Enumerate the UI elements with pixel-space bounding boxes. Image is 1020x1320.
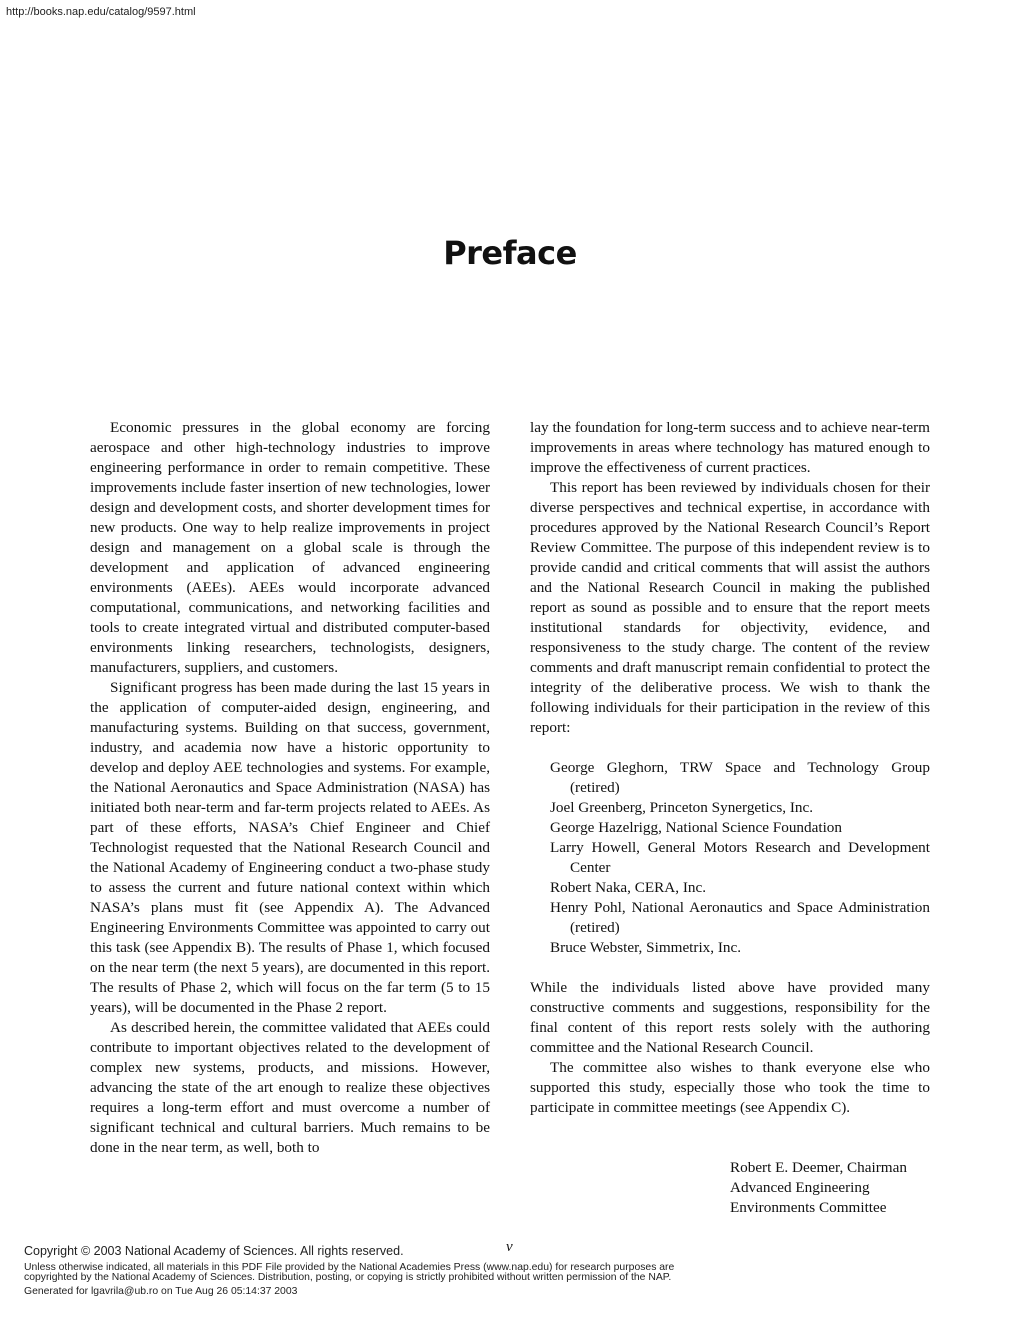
generated-note: Generated for lgavrila@ub.ro on Tue Aug 26 05:14:37 2003 (24, 1285, 298, 1297)
paragraph: Economic pressures in the global economy are forcing aerospace and other high-technology industries to improve engineering performance in order to remain competitive. These improvements include faster insertion of new technologies, lower design and development costs, and shorter development times for new products. One way to help realize improvements in project design and management on a global scale is through the development and application of advanced engineering environments (AEEs). AEEs would incorporate advanced computational, communications, and networking facilities and tools to create integrated virtual and distributed computer-based environments linking researchers, technologists, designers, manufacturers, suppliers, and customers. (90, 419, 490, 676)
right-column (530, 418, 930, 1118)
signature-line: Environments Committee (730, 1199, 887, 1216)
paragraph: This report has been reviewed by individuals chosen for their diverse perspectives and technical expertise, in accordance with procedures approved by the National Research Council’s Report Review Committee. The purpose of this independent review is to provide candid and critical comments that will assist the authors and the National Research Council in making the published report as sound as possible and to ensure that the report meets institutional standards for objectivity, evidence, and responsiveness to the study charge. The content of the review comments and draft manuscript remain confidential to protect the integrity of the deliberative process. We wish to thank the following individuals for their participation in the review of this report: (530, 479, 930, 736)
reviewer-item: Bruce Webster, Simmetrix, Inc. (550, 939, 742, 956)
reviewer-item: George Hazelrigg, National Science Foundation (550, 819, 842, 836)
source-url-link[interactable]: http://books.nap.edu/catalog/9597.html (6, 6, 196, 18)
reviewer-item: Robert Naka, CERA, Inc. (550, 879, 707, 896)
paragraph: lay the foundation for long-term success and to achieve near-term improvements in areas where technology has matured enough to improve the effectiveness of current practices. (530, 419, 930, 476)
reviewer-item: Henry Pohl, National Aeronautics and Space Administration (retired) (550, 899, 930, 936)
reviewer-item: George Gleghorn, TRW Space and Technology Group (retired) (550, 759, 930, 796)
left-column (90, 418, 490, 1158)
paragraph: While the individuals listed above have provided many constructive comments and suggestions, responsibility for the final content of this report rests solely with the authoring committee and the National Research Council. (530, 979, 930, 1056)
reviewer-item: Larry Howell, General Motors Research and Development Center (550, 839, 930, 876)
paragraph: Significant progress has been made during the last 15 years in the application of computer-aided design, engineering, and manufacturing systems. Building on that success, government, industry, and academia now have a historic opportunity to develop and deploy AEE technologies and systems. For example, the National Aeronautics and Space Administration (NASA) has initiated both near-term and far-term projects related to AEEs. As part of these efforts, NASA’s Chief Engineer and Chief Technologist requested that the National Research Council and the National Academy of Engineering conduct a two-phase study to assess the current and future national context within which NASA’s plans must fit (see Appendix A). The Advanced Engineering Environments Committee was appointed to carry out this task (see Appendix B). The results of Phase 1, which focused on the near term (the next 5 years), are documented in this report. The results of Phase 2, which will focus on the far term (5 to 15 years), will be documented in the Phase 2 report. (90, 679, 490, 1016)
disclaimer-text: Unless otherwise indicated, all materials in this PDF File provided by the National Academies Press (www.nap.edu) for research purposes are copyrighted by the National Academy of Sciences. Distribution, posting, or copying is strictly prohibited without written permission of the NAP. (24, 1262, 675, 1283)
reviewer-item: Joel Greenberg, Princeton Synergetics, Inc. (550, 799, 814, 816)
signature-name: Robert E. Deemer, Chairman (730, 1159, 907, 1176)
reviewer-list (530, 758, 930, 958)
footer (24, 1244, 724, 1297)
signature-line: Advanced Engineering (730, 1179, 870, 1196)
page-number: v (506, 1239, 513, 1255)
copyright-notice: Copyright © 2003 National Academy of Sciences. All rights reserved. (24, 1244, 404, 1258)
signature-block (730, 1158, 907, 1218)
page-title: Preface (443, 234, 577, 272)
paragraph: As described herein, the committee validated that AEEs could contribute to important objectives related to the development of complex new systems, products, and missions. However, advancing the state of the art enough to realize these objectives requires a long-term effort and must overcome a number of significant technical and cultural barriers. Much remains to be done in the near term, as well, both to (90, 1019, 490, 1156)
paragraph: The committee also wishes to thank everyone else who supported this study, especially those who took the time to participate in committee meetings (see Appendix C). (530, 1059, 930, 1116)
